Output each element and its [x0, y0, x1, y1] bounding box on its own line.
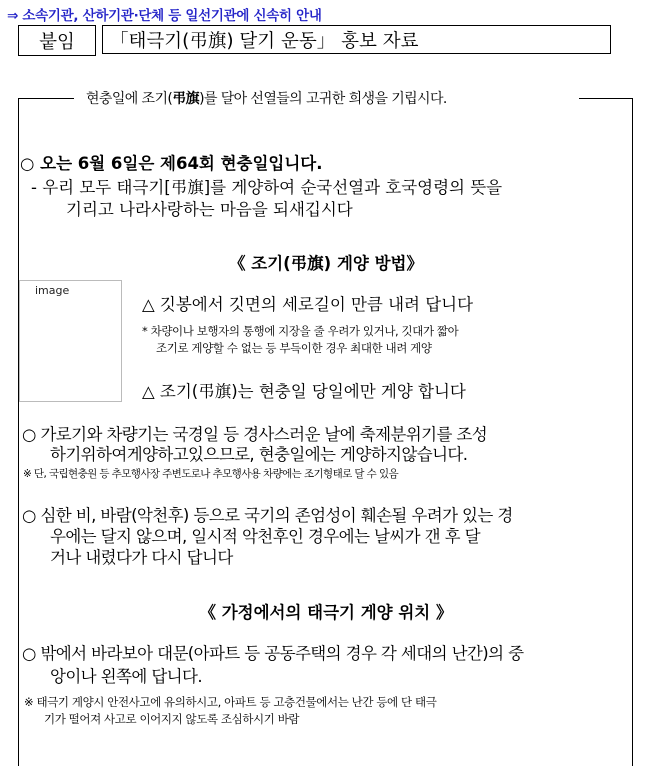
- frame-top-border-right: [579, 98, 633, 99]
- method-title: 《 조기(弔旗) 게양 방법》: [229, 254, 423, 273]
- attachment-label: 붙임: [18, 25, 96, 56]
- weather-line-1: ○ 심한 비, 바람(악천후) 등으로 국기의 존엄성이 훼손될 우려가 있는 경: [22, 506, 513, 525]
- frame-heading-pre: 현충일에 조기(: [86, 91, 173, 107]
- intro-line-2: - 우리 모두 태극기[弔旗]를 게양하여 순국선열과 호국영령의 뜻을: [31, 178, 503, 197]
- frame-heading-bold: 弔旗: [172, 91, 200, 107]
- home-line-2: 앙이나 왼쪽에 답니다.: [50, 667, 202, 686]
- weather-line-3: 거나 내렸다가 다시 답니다: [50, 548, 233, 567]
- home-note-2: 기가 떨어져 사고로 이어지지 않도록 조심하시기 바람: [44, 712, 300, 726]
- method-step-1-note-1: * 차량이나 보행자의 통행에 지장을 줄 우려가 있거나, 깃대가 짧아: [142, 324, 459, 338]
- method-step-1: △ 깃봉에서 깃면의 세로길이 만큼 내려 답니다: [142, 295, 474, 314]
- flag-image-placeholder: [19, 280, 122, 402]
- frame-heading: [86, 88, 447, 108]
- method-step-1-note-2: 조기로 게양할 수 없는 등 부득이한 경우 최대한 내려 게양: [156, 341, 432, 355]
- home-line-1: ○ 밖에서 바라보아 대문(아파트 등 공동주택의 경우 각 세대의 난간)의 중: [22, 644, 524, 663]
- home-title: 《 가정에서의 태극기 게양 위치 》: [199, 603, 453, 622]
- image-placeholder-label: image: [35, 284, 70, 297]
- notice-line: ⇒ 소속기관, 산하기관·단체 등 일선기관에 신속히 안내: [7, 8, 322, 24]
- intro-date-line: ○ 오는 6월 6일은 제64회 현충일입니다.: [20, 154, 323, 173]
- street-flags-note: ※ 단, 국립현충원 등 추모행사장 주변도로나 추모행사용 차량에는 조기형태로 달 수 있음: [23, 468, 399, 480]
- frame-top-border-left: [18, 98, 74, 99]
- attachment-header: [18, 25, 611, 56]
- frame-heading-post: )를 달아 선열들의 고귀한 희생을 기립시다.: [199, 91, 447, 107]
- street-flags-line-2: 하기위하여게양하고있으므로, 현충일에는 게양하지않습니다.: [50, 445, 468, 464]
- intro-line-3: 기리고 나라사랑하는 마음을 되새깁시다: [66, 200, 353, 219]
- home-note-1: ※ 태극기 게양시 안전사고에 유의하시고, 아파트 등 고층건물에서는 난간 등에 단 태극: [24, 695, 437, 709]
- weather-line-2: 우에는 달지 않으며, 일시적 악천후인 경우에는 날씨가 갠 후 달: [50, 527, 480, 546]
- street-flags-line-1: ○ 가로기와 차량기는 국경일 등 경사스러운 날에 축제분위기를 조성: [22, 425, 488, 444]
- method-step-2: △ 조기(弔旗)는 현충일 당일에만 게양 합니다: [142, 382, 466, 401]
- attachment-title: 「태극기(弔旗) 달기 운동」 홍보 자료: [102, 25, 611, 54]
